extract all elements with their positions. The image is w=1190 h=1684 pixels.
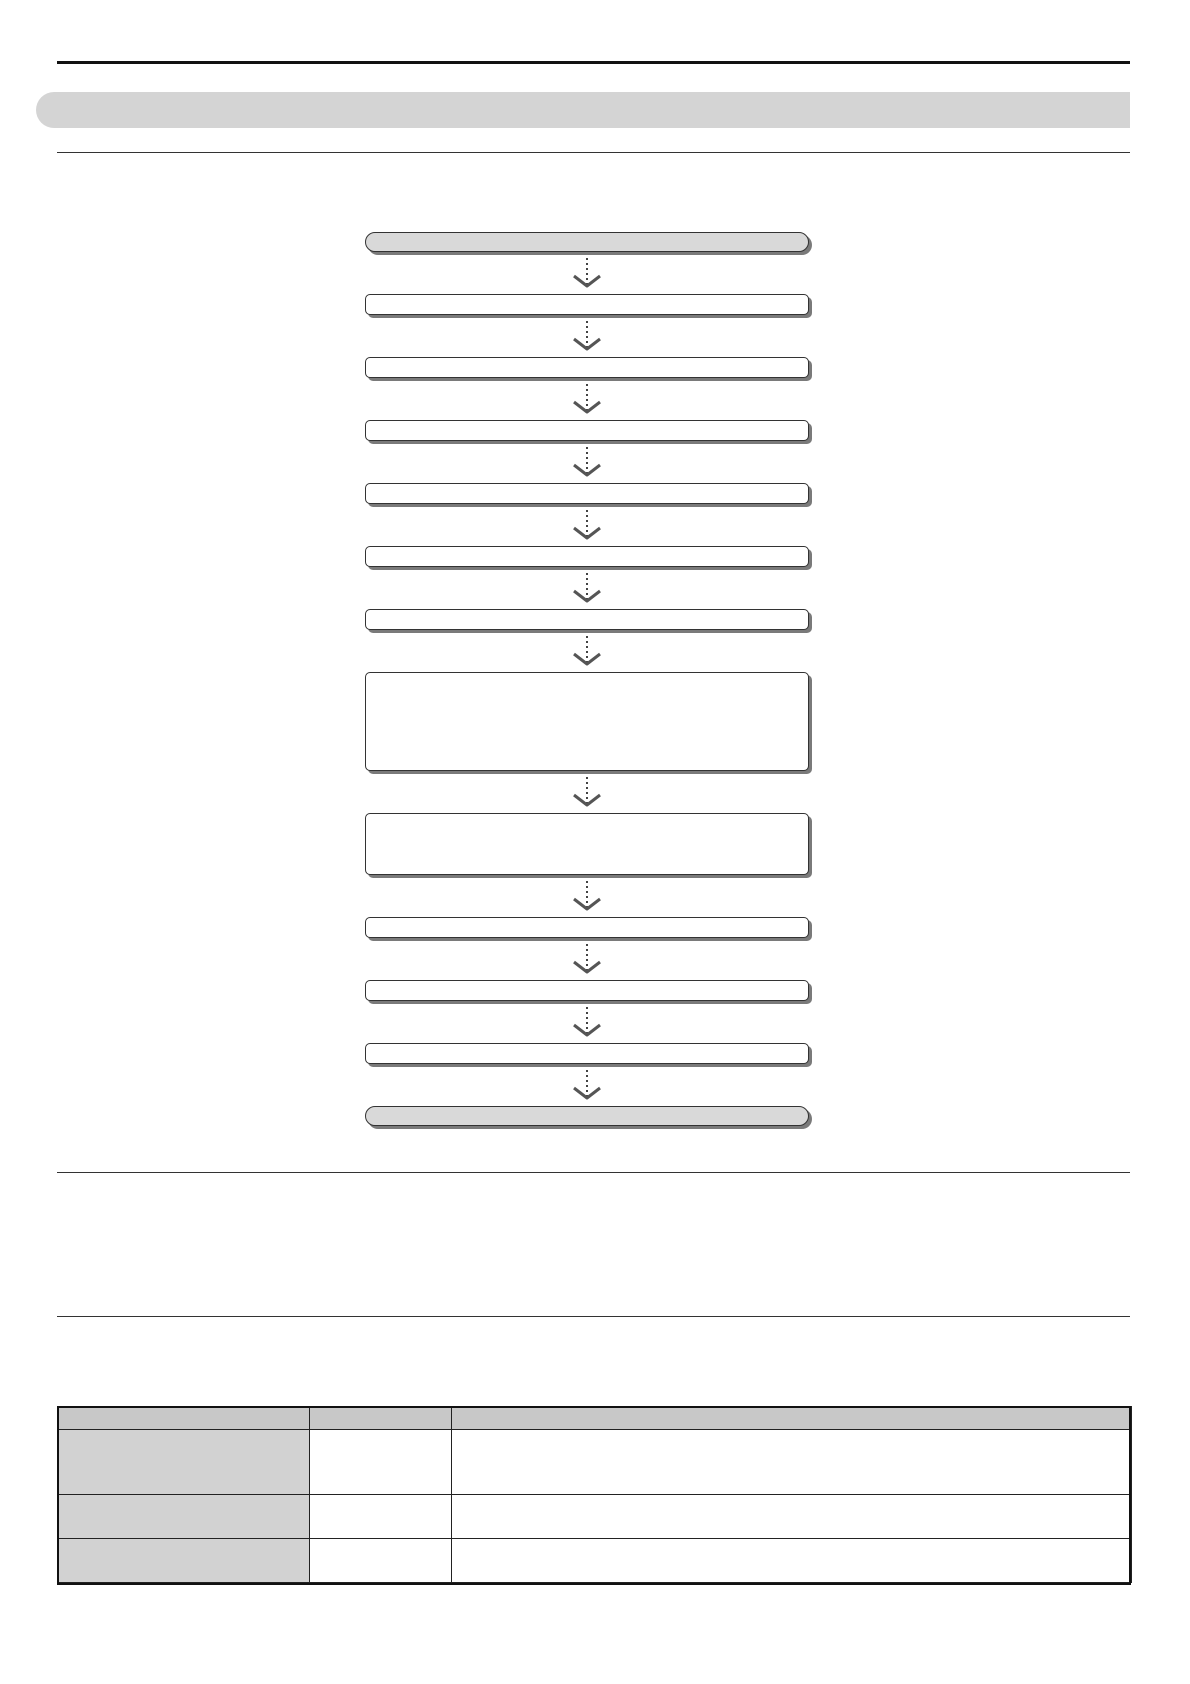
section-banner — [36, 92, 1130, 128]
table-cell — [452, 1539, 1132, 1583]
table-cell — [310, 1430, 452, 1495]
table-cell — [452, 1495, 1132, 1539]
section-divider — [57, 1316, 1130, 1317]
dotted-down-chevron-icon — [567, 571, 607, 607]
flowchart-step — [365, 546, 809, 567]
dotted-down-chevron-icon — [567, 942, 607, 978]
table-header-row — [58, 1407, 1132, 1430]
data-table — [57, 1406, 1132, 1583]
table-row — [58, 1539, 1132, 1583]
flowchart-step — [365, 672, 809, 771]
table-label-cell — [58, 1539, 310, 1583]
table-header-cell — [58, 1407, 310, 1430]
table-row — [58, 1495, 1132, 1539]
top-rule — [57, 61, 1130, 64]
table-cell — [310, 1539, 452, 1583]
dotted-down-chevron-icon — [567, 508, 607, 544]
dotted-down-chevron-icon — [567, 879, 607, 915]
flowchart-step — [365, 483, 809, 504]
flowchart-step — [365, 420, 809, 441]
dotted-down-chevron-icon — [567, 775, 607, 811]
dotted-down-chevron-icon — [567, 1068, 607, 1104]
section-divider — [57, 152, 1130, 153]
flowchart-step — [365, 294, 809, 315]
table-label-cell — [58, 1495, 310, 1539]
section-divider — [57, 1172, 1130, 1173]
flowchart-step — [365, 1043, 809, 1064]
dotted-down-chevron-icon — [567, 634, 607, 670]
flowchart-terminal — [365, 1106, 809, 1126]
dotted-down-chevron-icon — [567, 319, 607, 355]
flowchart-step — [365, 980, 809, 1001]
table-label-cell — [58, 1430, 310, 1495]
flowchart-step — [365, 609, 809, 630]
table-cell — [310, 1495, 452, 1539]
flowchart-step — [365, 357, 809, 378]
dotted-down-chevron-icon — [567, 445, 607, 481]
dotted-down-chevron-icon — [567, 382, 607, 418]
flowchart — [365, 232, 815, 1152]
flowchart-terminal — [365, 232, 809, 252]
dotted-down-chevron-icon — [567, 256, 607, 292]
table-header-cell — [452, 1407, 1132, 1430]
table-row — [58, 1430, 1132, 1495]
dotted-down-chevron-icon — [567, 1005, 607, 1041]
table-cell — [452, 1430, 1132, 1495]
flowchart-step — [365, 813, 809, 875]
flowchart-step — [365, 917, 809, 938]
table-header-cell — [310, 1407, 452, 1430]
